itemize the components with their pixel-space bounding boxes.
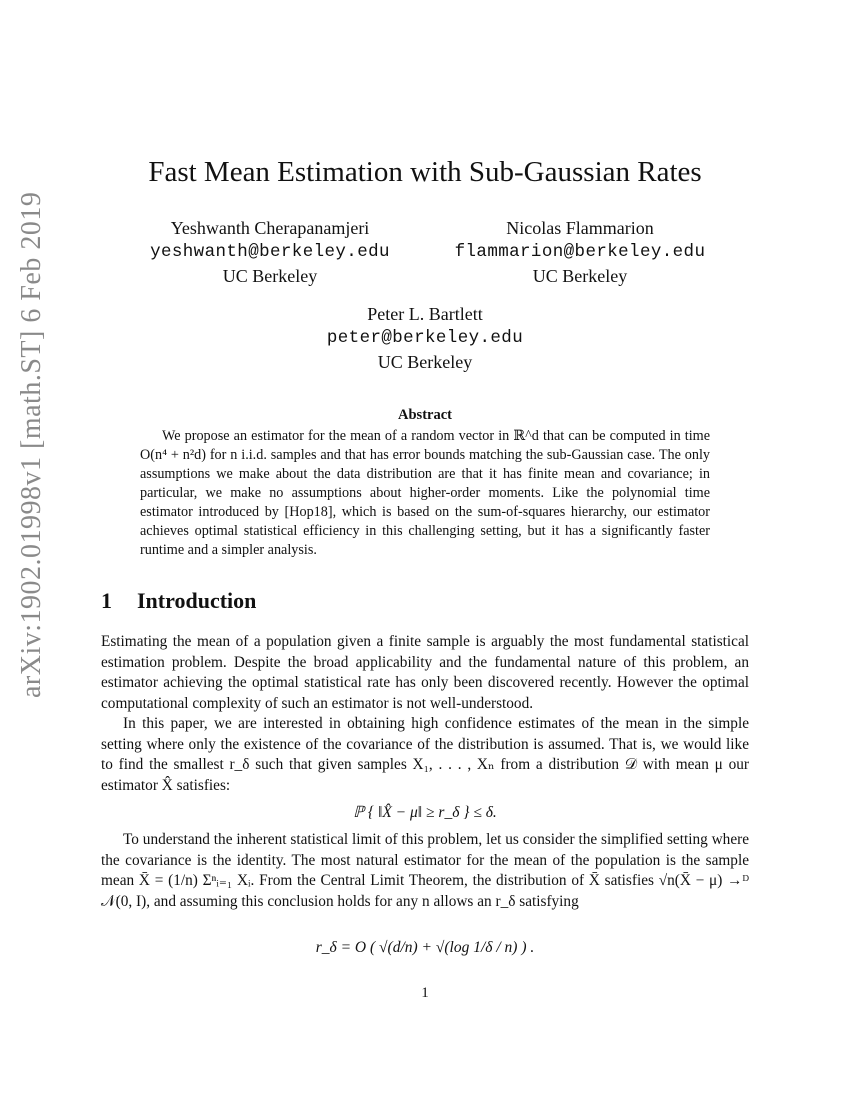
abstract-text: We propose an estimator for the mean of a random vector in ℝ^d that can be computed in time O(n⁴ + n²d) for n i.i.d. samples and that has error bounds matching the sub-Gaussian case. The only assumptions we make about the data distribution are that it has finite mean and covariance; in particular, we make no assumptions about higher-order moments. Like the polynomial time estimator introduced by [Hop18], which is based on the sum-of-squares hierarchy, our estimator achieves optimal statistical efficiency in this challenging setting, but it has a significantly faster runtime and a simpler analysis. bbox=[140, 428, 710, 558]
author-block bbox=[120, 216, 420, 288]
paragraph: Estimating the mean of a population given a finite sample is arguably the most fundamental statistical estimation problem. Despite the broad applicability and the fundamental nature of this problem, an estimator achieving the optimal statistical rate has only been discovered recently. However the optimal computational complexity of such an estimator is not well-understood. bbox=[101, 633, 749, 712]
author-email[interactable]: peter@berkeley.edu bbox=[326, 328, 524, 348]
page-number: 1 bbox=[421, 985, 429, 1001]
author-block bbox=[430, 216, 730, 288]
body-text bbox=[101, 632, 749, 980]
author-name: Yeshwanth Cherapanamjeri bbox=[170, 218, 370, 238]
section-title: Introduction bbox=[137, 588, 257, 613]
paragraph: In this paper, we are interested in obtaining high confidence estimates of the mean in the simple setting where only the existence of the covariance of the distribution is assumed. That is, we would like to find the smallest r_δ such that given samples X₁, . . . , Xₙ from a distribution 𝒟 with mean μ our estimator X̂ satisfies: bbox=[101, 715, 749, 794]
abstract-heading: Abstract bbox=[398, 407, 452, 423]
paper-title: Fast Mean Estimation with Sub-Gaussian Rates bbox=[148, 156, 702, 188]
author-block bbox=[275, 302, 575, 374]
paragraph: To understand the inherent statistical limit of this problem, let us consider the simplified setting where the covariance is the identity. The most natural estimator for the mean of the population is the sample mean X̄ = (1/n) Σⁿᵢ₌₁ Xᵢ. From the Central Limit Theorem, the distribution of X̄ satisfies √n(X̄ − μ) →ᴰ 𝒩(0, I), and assuming this conclusion holds for any n allows an r_δ satisfying bbox=[101, 831, 749, 910]
author-affiliation: UC Berkeley bbox=[532, 266, 628, 286]
section-number: 1 bbox=[101, 588, 112, 613]
section-heading bbox=[101, 588, 256, 614]
display-equation: ℙ { ‖X̂ − μ‖ ≥ r_δ } ≤ δ. bbox=[353, 804, 497, 821]
author-name: Peter L. Bartlett bbox=[367, 304, 483, 324]
author-name: Nicolas Flammarion bbox=[506, 218, 654, 238]
author-email[interactable]: yeshwanth@berkeley.edu bbox=[150, 242, 390, 262]
arxiv-stamp: arXiv:1902.01998v1 [math.ST] 6 Feb 2019 bbox=[16, 191, 47, 698]
author-affiliation: UC Berkeley bbox=[377, 352, 473, 372]
display-equation: r_δ = O ( √(d/n) + √(log 1/δ / n) ) . bbox=[315, 939, 535, 956]
author-affiliation: UC Berkeley bbox=[222, 266, 318, 286]
abstract-body bbox=[140, 427, 710, 560]
author-email[interactable]: flammarion@berkeley.edu bbox=[454, 242, 706, 262]
